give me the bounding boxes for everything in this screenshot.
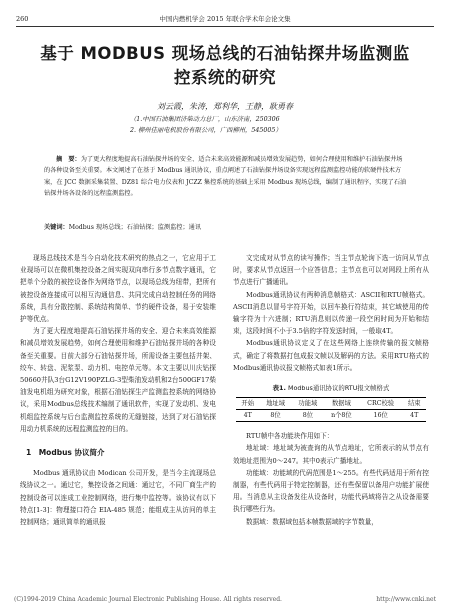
section-heading: 1 Modbus 协议简介 bbox=[26, 448, 105, 458]
body-paragraph: Modbus 通讯协议由 Modican 公司开发，是当今主流现场总线协议之一。通过它，集控设备之间通：通过它，不同厂商生产的控制设备可以连成工业控制网络，进行集中监控等。该协议有以下特点[1-3]：物理接口符合 EIA-485 规范；能组成主从访问的单主控制网络；通讯简单的通讯报 bbox=[20, 469, 216, 527]
abstract-label: 摘 要： bbox=[56, 156, 81, 163]
running-header bbox=[16, 14, 434, 27]
journal-title: 中国内燃机学会 2015 年联合学术年会论文集 bbox=[159, 15, 291, 23]
table-header-cell: CRC校验 bbox=[359, 398, 403, 410]
table-header-cell: 地址域 bbox=[259, 398, 291, 410]
body-paragraph: 文完成对从节点的读写操作；当主节点轮询下选一访问从节点时，要求从节点返回一个应答信息；主节点也可以对网段上所有从节点进行广播通讯。 bbox=[233, 254, 429, 287]
body-paragraph: RTU帧中各功能块作用如下： bbox=[246, 432, 334, 441]
body-paragraph: Modbus通讯协议定义了在这些网络上连续传输的报文帧格式，确定了将数据打包成报文帧以及解码的方法。采用RTU格式的Modbus通讯协议报文帧格式如表1所示。 bbox=[233, 339, 429, 372]
title-line-2: 控系统的研究 bbox=[174, 68, 276, 87]
table-caption bbox=[233, 382, 429, 394]
authors: 刘云霞，朱涛，郑利华，王静，耿勇春 bbox=[157, 102, 293, 111]
table-cell: 8位 bbox=[292, 410, 324, 422]
footer bbox=[14, 596, 436, 603]
table-cell: n个8位 bbox=[324, 410, 359, 422]
keywords-text: Modbus 现场总线；石油钻探；监测监控；通讯 bbox=[68, 224, 202, 231]
footer-url: http://www.cnki.net bbox=[376, 596, 436, 603]
table-header-cell: 数据域 bbox=[324, 398, 359, 410]
keywords bbox=[44, 223, 408, 233]
affiliation-1: （1.中国石油集团济柴动力总厂，山东济南，250306 bbox=[130, 116, 280, 123]
body-paragraph: 数据域：数据域包括本帧数据域的字节数量， bbox=[246, 517, 378, 526]
right-column bbox=[233, 252, 429, 528]
body-paragraph: 为了更大程度地提高石油钻探井场的安全、迎合未来高效能源和减员增效发展趋势，如何合理使用和维护石油钻探井场的各种设备至关重要。目前大部分石油钻探井场，所需设备主要包括井架、绞车、转盘、泥浆泵、动力机、电控单元等。本文主要以川庆钻探50660井队3台G12V190PZLG-3型柴油发动机和2台500GF17柴油发电机组为研究对象，根据石油钻探生产监测监控系统的网络协议，采用Modbus总线技术编制了通讯软件，实现了发动机、发电机组监控系统与后台监测监控系统的无缝链接，达到了对石油钻探用动力机系统的远程监测监控的目的。 bbox=[20, 327, 216, 433]
title-line-1: 基于 MODBUS 现场总线的石油钻探井场监测监 bbox=[40, 44, 410, 63]
table-cell: 4T bbox=[403, 410, 426, 422]
left-column bbox=[20, 252, 216, 528]
table-header-cell: 开始 bbox=[236, 398, 259, 410]
table-cell: 4T bbox=[236, 410, 259, 422]
body-paragraph: Modbus通讯协议有两种消息帧格式：ASCII和RTU帧格式。ASCII消息以冒号字符开始，以回车换行符结束，其它域使用的传输字符为十六进制；RTU消息则以传递一段空闲时间为开始和结束，这段时间不小于3.5倍的字符发送时间，一般取4T。 bbox=[233, 290, 429, 336]
abstract-text: 为了更大程度地提高石油钻探井场的安全、适合未来高效能源和减员增效发展趋势，如何合理使用和维护石油钻探井场的各种设备至关重要。本文阐述了在基于 Modbus 通讯协议，重点阐述了石油钻探井场设备实现远程监测监控功能的软硬件技术方案，在 JCC 数据采集装置、DZ81 综合电力仪表和 JCZZ 集控系统的基础上采用 Modbus 现场总线，编制了通讯程序，实现了石油钻探井场各设备的远程监测监控。 bbox=[44, 156, 407, 197]
table-header-cell: 结束 bbox=[403, 398, 426, 410]
body-paragraph: 地址域：地址域为被查询的从节点地址，它所表示的从节点有效地址范围为0～247。其中0表示广播地址。 bbox=[233, 444, 429, 465]
table-caption-text: Modbus通讯协议的RTU报文帧格式 bbox=[287, 384, 390, 393]
table-cell: 8位 bbox=[259, 410, 291, 422]
affiliation-2: 2. 柳州佳丽电机股份有限公司，广西柳州，545005） bbox=[130, 127, 282, 134]
table-header-row bbox=[236, 398, 426, 410]
paper-title bbox=[30, 42, 420, 90]
keywords-label: 关键词： bbox=[44, 224, 69, 231]
frame-format-table bbox=[236, 397, 426, 422]
abstract bbox=[44, 154, 408, 199]
copyright-notice: (C)1994-2019 China Academic Journal Electronic Publishing House. All rights reserved. bbox=[14, 596, 282, 603]
table-cell: 16位 bbox=[359, 410, 403, 422]
body-paragraph: 现场总线技术是当今自动化技术研究的热点之一，它应用于工业现场可以在微机集控设备之间实现双向串行多节点数字通讯，它把单个分散的被控设备作为网络节点，以现场总线为纽带，把所有被控设备连接成可以相互沟通信息、共同完成自动控制任务的网络系统，具有分散控制、系统结构简单、节约硬件设备，易于安装维护等优点。 bbox=[20, 254, 216, 324]
body-paragraph: 功能域：功能域的代码范围是1～255。有些代码适用于所有控制器，有些代码用于特定控制器，还有些保留以备用户功能扩展使用。当消息从主设备发往从设备时，功能代码域将告之从设备需要执行哪些行为。 bbox=[233, 468, 429, 514]
table-header-cell: 功能域 bbox=[292, 398, 324, 410]
table-caption-label: 表1. bbox=[272, 384, 286, 393]
page-number: 260 bbox=[16, 15, 29, 23]
table-row bbox=[236, 410, 426, 422]
